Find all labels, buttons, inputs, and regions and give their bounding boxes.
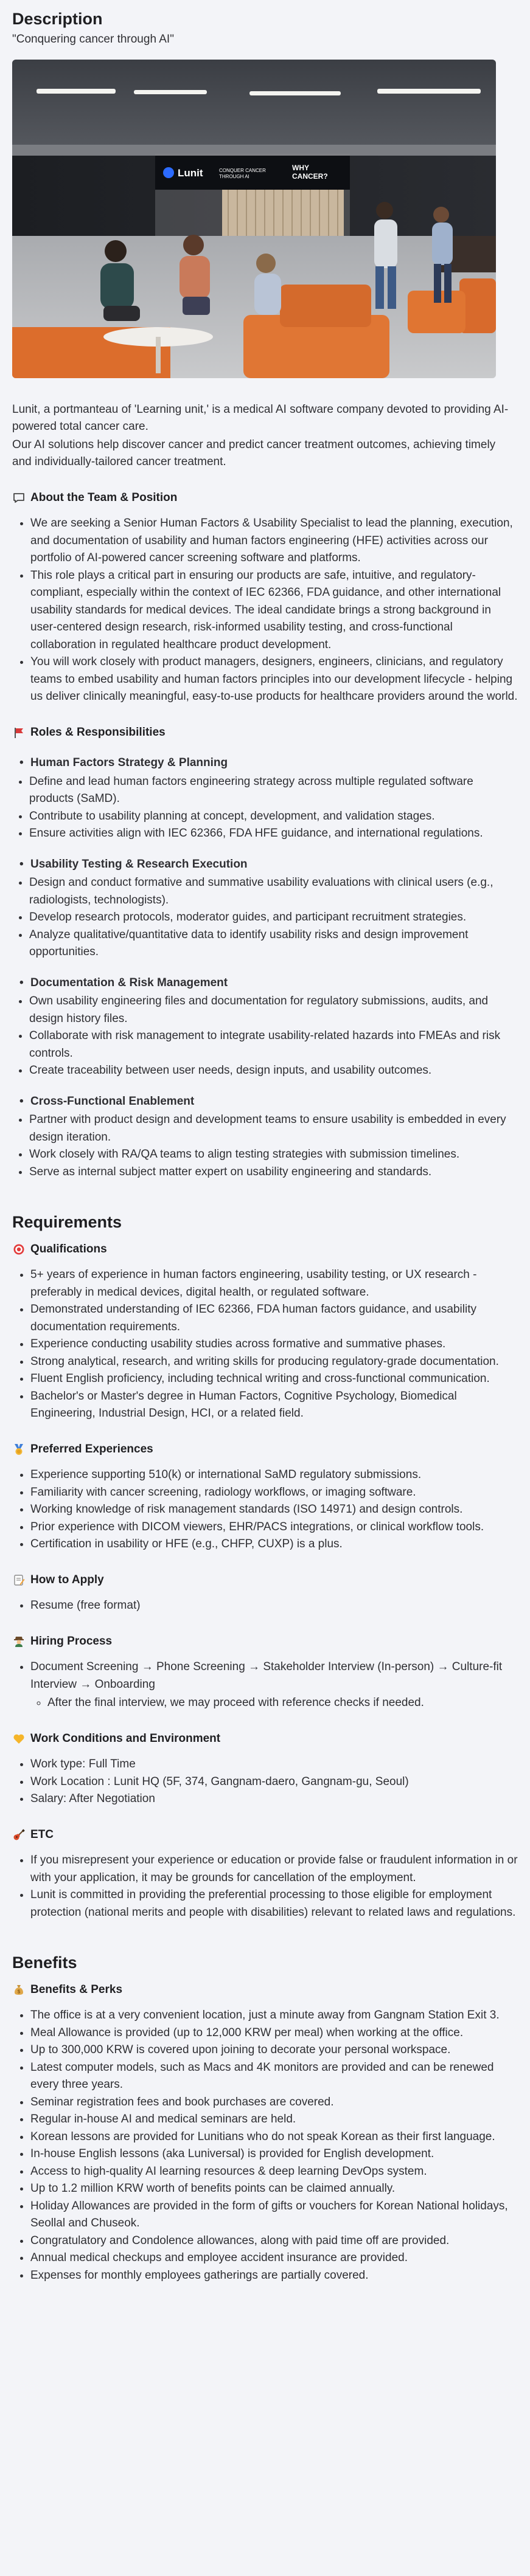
list-item: • Salary: After Negotiation (30, 1790, 518, 1808)
list-item: • We are seeking a Senior Human Factors & Usability Specialist to lead the planning, execution, and documentation of usability and human factors engineering (HFE) activities across our portfolio of AI-powered cancer screening software and platforms. (30, 515, 518, 567)
medal-icon (12, 1443, 26, 1456)
list-item: • Partner with product design and development teams to ensure usability is embedded in every design iteration. (29, 1111, 518, 1146)
qualifications-list (12, 1266, 518, 1423)
perks-list (12, 2007, 518, 2284)
list-item: • Seminar registration fees and book purchases are covered. (30, 2094, 518, 2112)
list-item: • Holiday Allowances are provided in the form of gifts or vouchers for Korean National holidays, Seollal and Chuseok. (30, 2198, 518, 2232)
list-item: • Up to 300,000 KRW is covered upon joining to decorate your personal workspace. (30, 2042, 518, 2059)
group-list (12, 993, 518, 1080)
list-item: • Working knowledge of risk management standards (ISO 14971) and design controls. (30, 1501, 518, 1519)
intro-paragraph-2: Our AI solutions help discover cancer and predict cancer treatment outcomes, achieving timely and individually-tailored cancer treatment. (12, 438, 496, 469)
list-item: • Analyze qualitative/quantitative data to identify usability risks and design improvement opportunities. (29, 927, 518, 961)
list-item: • Work type: Full Time (30, 1756, 518, 1773)
qualifications-title: Qualifications (30, 1242, 107, 1255)
list-item: • Lunit is committed in providing the preferential processing to those eligible for employment protection (national merits and people with disabilities) relevant to related laws and regulations. (30, 1887, 518, 1921)
group-title: • Documentation & Risk Management (12, 975, 518, 992)
guitar-icon (12, 1828, 26, 1842)
list-item: • Up to 1.2 million KRW worth of benefits points can be claimed annually. (30, 2180, 518, 2198)
list-item (30, 1659, 518, 1712)
list-item: • Annual medical checkups and employee accident insurance are provided. (30, 2250, 518, 2267)
apply-title: How to Apply (30, 1573, 104, 1586)
description-title: Description (12, 10, 103, 28)
list-item: • Prior experience with DICOM viewers, EHR/PACS integrations, or clinical workflow tools. (30, 1519, 518, 1536)
detective-icon (12, 1635, 26, 1648)
list-item: • Access to high-quality AI learning resources & deep learning DevOps system. (30, 2163, 518, 2181)
description-quote: "Conquering cancer through AI" (12, 33, 174, 46)
list-item: ◦ After the final interview, we may proceed with reference checks if needed. (47, 1694, 518, 1712)
list-item: • Collaborate with risk management to integrate usability-related hazards into FMEAs and risk controls. (29, 1027, 518, 1062)
apply-list (12, 1597, 518, 1615)
list-item: • Strong analytical, research, and writing skills for producing regulatory-grade documentation. (30, 1353, 518, 1371)
group-list (12, 773, 518, 843)
list-item: • Design and conduct formative and summative usability evaluations with clinical users (e.g., radiologists, technologists). (29, 874, 518, 909)
etc-list (12, 1852, 518, 1921)
company-intro (12, 401, 518, 471)
benefits-title: Benefits (12, 1953, 77, 1972)
roles-heading (12, 724, 518, 742)
preferred-list (12, 1466, 518, 1553)
requirements-title: Requirements (12, 1213, 122, 1232)
apply-heading (12, 1572, 518, 1589)
list-item: • Fluent English proficiency, including technical writing and cross-functional communication. (30, 1370, 518, 1388)
list-item: • Own usability engineering files and documentation for regulatory submissions, audits, and design history files. (29, 993, 518, 1027)
list-item: • Develop research protocols, moderator guides, and participant recruitment strategies. (29, 909, 518, 927)
group-list (12, 874, 518, 961)
etc-heading (12, 1826, 518, 1844)
money-bag-icon (12, 1983, 26, 1997)
roles-group (12, 1093, 518, 1181)
list-item: • Meal Allowance is provided (up to 12,000 KRW per meal) when working at the office. (30, 2025, 518, 2042)
red-flag-icon (12, 726, 26, 739)
list-item: • Define and lead human factors engineering strategy across multiple regulated software products (SaMD). (29, 773, 518, 808)
etc-title: ETC (30, 1828, 54, 1841)
list-item: • Certification in usability or HFE (e.g., CHFP, CUXP) is a plus. (30, 1536, 518, 1553)
roles-group (12, 856, 518, 961)
about-heading (12, 489, 518, 507)
list-item: • Experience supporting 510(k) or international SaMD regulatory submissions. (30, 1466, 518, 1484)
list-item: • Work closely with RA/QA teams to align testing strategies with submission timelines. (29, 1146, 518, 1164)
conditions-list (12, 1756, 518, 1808)
wall-logo-text: Lunit (178, 167, 203, 179)
list-item: • You will work closely with product managers, designers, engineers, clinicians, and regulatory teams to embed usability and human factors principles into our development lifecycle - helping us deliver clinically meaningful, easy-to-use products for healthcare providers around the world. (30, 654, 518, 706)
hiring-list (12, 1659, 518, 1712)
list-item: • Demonstrated understanding of IEC 62366, FDA human factors guidance, and usability documentation requirements. (30, 1301, 518, 1336)
list-item: • 5+ years of experience in human factors engineering, usability testing, or UX research -preferably in medical devices, digital health, or regulated software. (30, 1266, 518, 1301)
list-item: • Familiarity with cancer screening, radiology workflows, or imaging software. (30, 1484, 518, 1502)
list-item: • Experience conducting usability studies across formative and summative phases. (30, 1336, 518, 1353)
svg-text:$: $ (17, 1989, 21, 1995)
perks-heading (12, 1981, 518, 1999)
roles-title: Roles & Responsibilities (30, 725, 166, 739)
wall-slogan-line-2: THROUGH AI (219, 173, 249, 179)
list-item: • Ensure activities align with IEC 62366, FDA HFE guidance, and international regulations. (29, 825, 518, 843)
conditions-title: Work Conditions and Environment (30, 1732, 221, 1745)
list-item: • Regular in-house AI and medical seminars are held. (30, 2111, 518, 2129)
list-item: • This role plays a critical part in ensuring our products are safe, intuitive, and regulatory-compliant, especially within the context of IEC 62366, FDA guidance, and other international usability standards for medical devices. The ideal candidate brings a strong background in user-centered design research, risk-informed usability testing, and cross-functional collaboration in regulated healthcare product development. (30, 567, 518, 654)
perks-title: Benefits & Perks (30, 1983, 123, 1996)
memo-icon (12, 1573, 26, 1587)
group-title: • Cross-Functional Enablement (12, 1093, 518, 1111)
wall-question-line-1: WHY (292, 163, 309, 172)
roles-group (12, 754, 518, 843)
speech-bubble-icon (12, 491, 26, 505)
list-item: • Latest computer models, such as Macs and 4K monitors are provided and can be renewed every three years. (30, 2059, 518, 2094)
list-item: • The office is at a very convenient location, just a minute away from Gangnam Station Exit 3. (30, 2007, 518, 2025)
list-item: • Work Location : Lunit HQ (5F, 374, Gangnam-daero, Gangnam-gu, Seoul) (30, 1773, 518, 1791)
preferred-title: Preferred Experiences (30, 1442, 153, 1455)
list-item: • Resume (free format) (30, 1597, 518, 1615)
list-item: • Serve as internal subject matter expert on usability engineering and standards. (29, 1164, 518, 1181)
preferred-heading (12, 1441, 518, 1459)
wall-question-line-2: CANCER? (292, 171, 328, 181)
intro-paragraph-1: Lunit, a portmanteau of 'Learning unit,' is a medical AI software company devoted to providing AI-powered total cancer care. (12, 402, 509, 433)
office-photo (12, 60, 496, 378)
roles-group (12, 975, 518, 1080)
hiring-title: Hiring Process (30, 1634, 113, 1648)
list-item: • Congratulatory and Condolence allowances, along with paid time off are provided. (30, 2232, 518, 2250)
list-item: • Bachelor's or Master's degree in Human Factors, Cognitive Psychology, Biomedical Engineering, Industrial Design, HCI, or a related field. (30, 1388, 518, 1423)
qualifications-heading (12, 1241, 518, 1259)
list-item: • If you misrepresent your experience or education or provide false or fraudulent information in or with your application, it may be grounds for cancellation of the employment. (30, 1852, 518, 1887)
yellow-heart-icon (12, 1732, 26, 1746)
list-item: • Create traceability between user needs, design inputs, and usability outcomes. (29, 1062, 518, 1080)
group-title: • Human Factors Strategy & Planning (12, 754, 518, 772)
hiring-sub-list (30, 1694, 518, 1712)
about-list (12, 515, 518, 706)
list-item: • Contribute to usability planning at concept, development, and validation stages. (29, 808, 518, 826)
wall-slogan-line-1: CONQUER CANCER (219, 167, 266, 173)
group-title: • Usability Testing & Research Execution (12, 856, 518, 874)
hiring-steps: Document Screening → Phone Screening → Stakeholder Interview (In-person) → Culture-fit Interview → Onboarding (30, 1660, 503, 1691)
about-title: About the Team & Position (30, 491, 178, 504)
list-item: • Korean lessons are provided for Lunitians who do not speak Korean as their first language. (30, 2129, 518, 2146)
list-item: • Expenses for monthly employees gatherings are partially covered. (30, 2267, 518, 2285)
list-item: • In-house English lessons (aka Luniversal) is provided for English development. (30, 2146, 518, 2163)
group-list (12, 1111, 518, 1181)
hiring-heading (12, 1633, 518, 1651)
conditions-heading (12, 1730, 518, 1748)
target-icon (12, 1243, 26, 1256)
